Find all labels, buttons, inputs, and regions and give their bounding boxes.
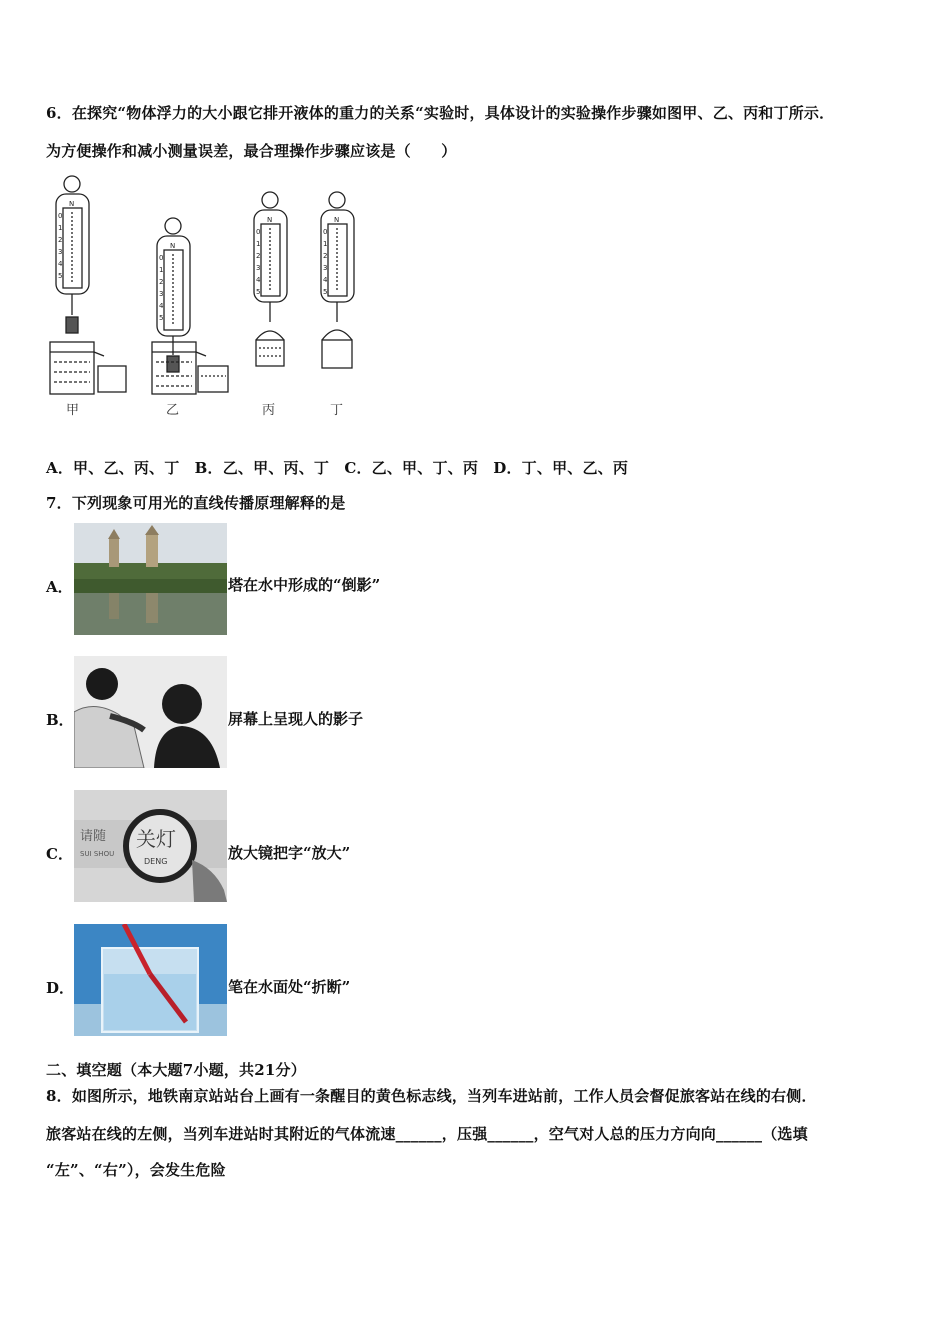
scale-jia <box>50 176 126 394</box>
q7-option-c-text: 放大镜把字“放大” <box>228 844 351 862</box>
svg-text:N: N <box>334 216 340 224</box>
svg-text:SUI SHOU: SUI SHOU <box>80 850 115 858</box>
svg-text:2: 2 <box>159 278 164 286</box>
svg-text:5: 5 <box>323 288 328 296</box>
svg-text:0: 0 <box>58 212 63 220</box>
q7-option-a-text: 塔在水中形成的“倒影” <box>228 576 381 594</box>
svg-text:2: 2 <box>323 252 328 260</box>
q6-stem-line1: 6．在探究“物体浮力的大小跟它排开液体的重力的关系“实验时，具体设计的实验操作步骤如图甲、乙、丙和丁所示． <box>46 104 835 122</box>
svg-text:3: 3 <box>323 264 328 272</box>
svg-text:5: 5 <box>256 288 261 296</box>
q7-option-a-label: A． <box>46 578 73 596</box>
svg-text:5: 5 <box>159 314 164 322</box>
q7-option-d-label: D． <box>46 979 75 997</box>
svg-text:4: 4 <box>159 302 164 310</box>
label-bing: 丙 <box>262 403 276 418</box>
svg-text:N: N <box>69 200 75 208</box>
q7-stem: 7．下列现象可用光的直线传播原理解释的是 <box>46 494 346 512</box>
svg-text:N: N <box>267 216 273 224</box>
q7-option-d-text: 笔在水面处“折断” <box>228 978 351 996</box>
svg-text:1: 1 <box>256 240 261 248</box>
svg-text:0: 0 <box>256 228 261 236</box>
svg-text:1: 1 <box>323 240 328 248</box>
photo-pagoda-reflection <box>74 523 227 635</box>
section-heading: 二、填空题（本大题7小题，共21分） <box>46 1061 306 1079</box>
q8-stem-line1: 8．如图所示，地铁南京站站台上画有一条醒目的黄色标志线，当列车进站前，工作人员会督促旅客站在线的右侧． <box>46 1087 817 1105</box>
photo-magnifier <box>74 790 227 902</box>
svg-text:请随: 请随 <box>80 829 107 844</box>
svg-text:2: 2 <box>58 236 63 244</box>
svg-text:1: 1 <box>159 266 164 274</box>
svg-text:5: 5 <box>58 272 63 280</box>
q7-option-c-label: C． <box>46 845 73 863</box>
q7-option-b-label: B． <box>46 711 74 729</box>
label-yi: 乙 <box>166 403 180 418</box>
q8-stem-line3: “左”、“右”），会发生危险 <box>46 1161 226 1179</box>
label-ding: 丁 <box>330 403 344 418</box>
svg-text:2: 2 <box>256 252 261 260</box>
svg-text:0: 0 <box>323 228 328 236</box>
svg-text:1: 1 <box>58 224 63 232</box>
svg-text:0: 0 <box>159 254 164 262</box>
svg-text:4: 4 <box>323 276 328 284</box>
label-jia: 甲 <box>66 403 80 418</box>
svg-text:4: 4 <box>58 260 63 268</box>
q6-options: A．甲、乙、丙、丁 B．乙、甲、丙、丁 C．乙、甲、丁、丙 D．丁、甲、乙、丙 <box>46 459 629 477</box>
photo-shadow-screen <box>74 656 227 768</box>
photo-pencil-in-water <box>74 924 227 1036</box>
q7-option-b-text: 屏幕上呈现人的影子 <box>228 710 364 728</box>
svg-text:关灯: 关灯 <box>136 827 176 851</box>
svg-text:3: 3 <box>58 248 63 256</box>
spring-scale-figure <box>46 170 366 430</box>
svg-text:3: 3 <box>159 290 164 298</box>
q6-stem-line2: 为方便操作和减小测量误差，最合理操作步骤应该是（ ） <box>46 142 457 160</box>
q8-stem-line2: 旅客站在线的左侧，当列车进站时其附近的气体流速______，压强______，空气对人总的压力方向向______（选填 <box>46 1125 808 1143</box>
svg-text:DENG: DENG <box>144 857 168 866</box>
svg-text:4: 4 <box>256 276 261 284</box>
svg-text:N: N <box>170 242 176 250</box>
svg-text:3: 3 <box>256 264 261 272</box>
